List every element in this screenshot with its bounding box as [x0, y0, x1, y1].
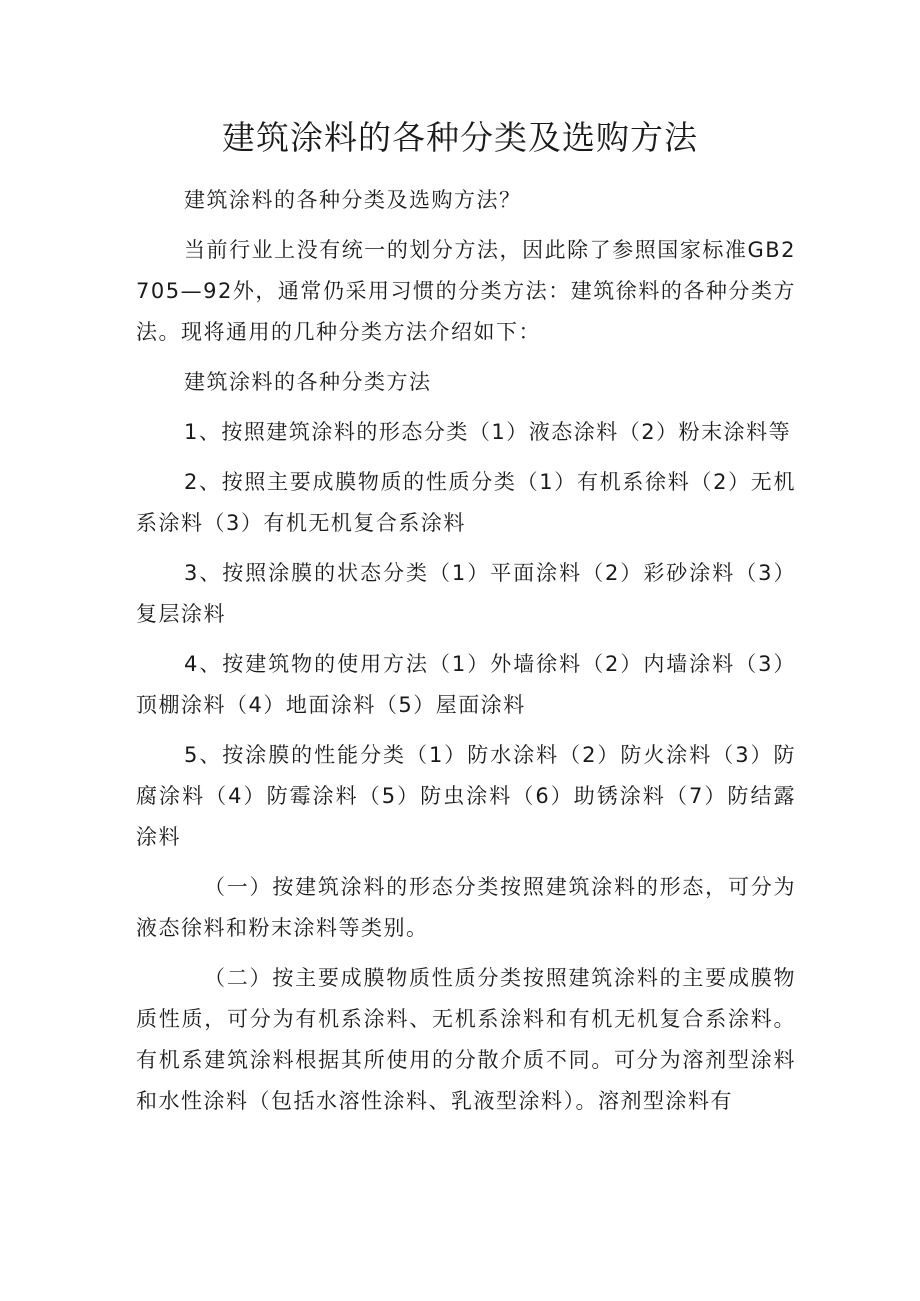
- paragraph-item-3: 3、按照涂膜的状态分类（1）平面涂料（2）彩砂涂料（3）复层涂料: [136, 561, 796, 626]
- document-body: [136, 180, 796, 1131]
- paragraph-question: 建筑涂料的各种分类及选购方法？: [184, 188, 522, 212]
- document-title: 建筑涂料的各种分类及选购方法: [222, 118, 698, 157]
- paragraph-methods-heading: 建筑涂料的各种分类方法: [184, 370, 432, 394]
- paragraph-item-1: 1、按照建筑涂料的形态分类（1）液态涂料（2）粉末涂料等: [184, 420, 792, 444]
- paragraph-item-4: 4、按建筑物的使用方法（1）外墙徐料（2）内墙涂料（3）顶棚涂料（4）地面涂料（5）屋面涂料: [136, 652, 796, 717]
- paragraph-item-2: 2、按照主要成膜物质的性质分类（1）有机系徐料（2）无机系涂料（3）有机无机复合系涂料: [136, 470, 796, 535]
- paragraph-section-2: （二）按主要成膜物质性质分类按照建筑涂料的主要成膜物质性质，可分为有机系涂料、无机系涂料和有机无机复合系涂料。有机系建筑涂料根据其所使用的分散介质不同。可分为溶剂型涂料和水性涂料（包括水溶性涂料、乳液型涂料）。溶剂型涂料有: [136, 966, 796, 1113]
- paragraph-intro: 当前行业上没有统一的划分方法，因此除了参照国家标准GB2705—92外，通常仍采用习惯的分类方法：建筑徐料的各种分类方法。现将通用的几种分类方法介绍如下：: [136, 238, 796, 344]
- paragraph-section-1: （一）按建筑涂料的形态分类按照建筑涂料的形态，可分为液态徐料和粉末涂料等类别。: [136, 875, 796, 940]
- paragraph-item-5: 5、按涂膜的性能分类（1）防水涂料（2）防火涂料（3）防腐涂料（4）防霉涂料（5）防虫涂料（6）助锈涂料（7）防结露涂料: [136, 743, 796, 849]
